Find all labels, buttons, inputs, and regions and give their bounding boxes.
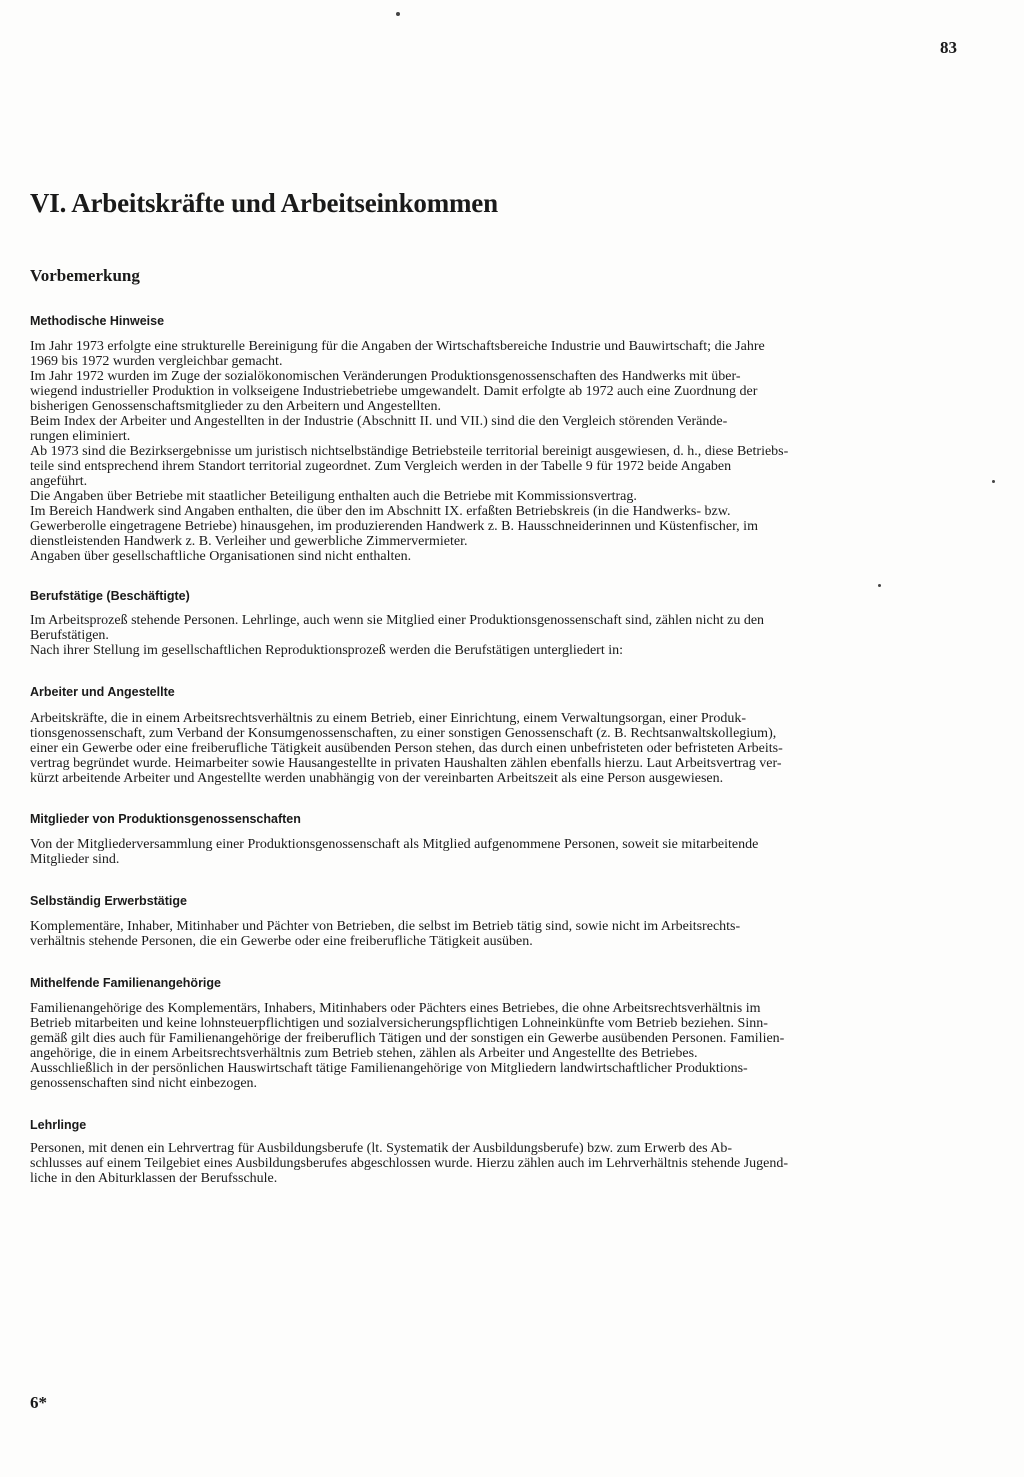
text-line: Im Bereich Handwerk sind Angaben enthalten, die über den im Abschnitt IX. erfaßten Betriebskreis (in die Handwerks- bzw. [30,504,731,519]
text-line: Nach ihrer Stellung im gesellschaftlichen Reproduktionsprozeß werden die Berufstätigen untergliedert in: [30,643,624,658]
section-title: Vorbemerkung [30,266,140,285]
text-line: Im Jahr 1972 wurden im Zuge der sozialökonomischen Veränderungen Produktionsgenossenschaften des Handwerks mit über- [30,369,741,384]
subheading-methodische-hinweise: Methodische Hinweise [30,314,165,328]
text-line: Mitglieder sind. [30,852,120,867]
text-line: Familienangehörige des Komplementärs, Inhabers, Mitinhabers oder Pächters eines Betriebes, die ohne Arbeitsrechtsverhältnis im [30,1001,761,1016]
text-line: Betrieb mitarbeiten und keine lohnsteuerpflichtigen und sozialversicherungspflichtigen Lohneinkünfte vom Betrieb beziehen. Sinn- [30,1016,768,1031]
text-line: Die Angaben über Betriebe mit staatlicher Beteiligung enthalten auch die Betriebe mit Kommissionsvertrag. [30,489,637,504]
paragraph-arbeiter-und-angestellte [30,711,966,786]
scan-speck [878,584,881,587]
text-line: einer ein Gewerbe oder eine freiberufliche Tätigkeit ausübenden Person stehen, das durch einen unbefristeten oder befristeten Arbeits- [30,741,783,756]
scan-speck [992,480,995,483]
subheading-lehrlinge: Lehrlinge [30,1118,87,1132]
paragraph-berufstaetige [30,613,966,658]
subheading-selbstaendig-erwerbstaetige: Selbständig Erwerbstätige [30,894,187,908]
scan-speck [396,12,400,16]
subheading-arbeiter-und-angestellte: Arbeiter und Angestellte [30,685,175,699]
text-line: dienstleistenden Handwerk z. B. Verleiher und gewerbliche Zimmervermieter. [30,534,468,549]
subheading-mithelfende-familienangehoerige: Mithelfende Familienangehörige [30,976,221,990]
text-line: angeführt. [30,474,88,489]
text-line: liche in den Abiturklassen der Berufsschule. [30,1171,278,1186]
paragraph-lehrlinge [30,1141,966,1186]
text-line: Im Jahr 1973 erfolgte eine strukturelle Bereinigung für die Angaben der Wirtschaftsbereiche Industrie und Bauwirtschaft; die Jahre [30,339,765,354]
paragraph-mithelfende-familienangehoerige [30,1001,966,1091]
text-line: Personen, mit denen ein Lehrvertrag für Ausbildungsberufe (lt. Systematik der Ausbildungsberufe) bzw. zum Erwerb des Ab- [30,1141,733,1156]
text-line: verhältnis stehende Personen, die ein Gewerbe oder eine freiberufliche Tätigkeit ausüben. [30,934,533,949]
page-number: 83 [940,38,957,57]
text-line: gemäß gilt dies auch für Familienangehörige der freiberuflich Tätigen und der sonstigen ein Gewerbe ausübenden Personen. Familien- [30,1031,785,1046]
text-line: wiegend industrieller Produktion in volkseigene Industriebetriebe umgewandelt. Damit erfolgte ab 1972 auch eine Zuordnung der [30,384,758,399]
text-line: Komplementäre, Inhaber, Mitinhaber und Pächter von Betrieben, die selbst im Betrieb tätig sind, sowie nicht im Arbeitsrechts- [30,919,741,934]
text-line: Im Arbeitsprozeß stehende Personen. Lehrlinge, auch wenn sie Mitglied einer Produktionsgenossenschaft sind, zählen nicht zu den [30,613,765,628]
text-line: bisherigen Genossenschaftsmitglieder zu den Arbeitern und Angestellten. [30,399,441,414]
text-line: kürzt arbeitende Arbeiter und Angestellte werden unabhängig von der vereinbarten Arbeitszeit als eine Person ausgewiesen. [30,771,724,786]
text-line: rungen eliminiert. [30,429,131,444]
text-line: Gewerberolle eingetragene Betriebe) hinausgehen, im produzierenden Handwerk z. B. Hausschneiderinnen und Küstenfischer, im [30,519,758,534]
text-line: Angaben über gesellschaftliche Organisationen sind nicht enthalten. [30,549,412,564]
subheading-berufstaetige: Berufstätige (Beschäftigte) [30,589,190,603]
text-line: Beim Index der Arbeiter und Angestellten in der Industrie (Abschnitt II. und VII.) sind die den Vergleich störenden Verände- [30,414,728,429]
paragraph-methodische-hinweise [30,339,966,564]
paragraph-selbstaendig-erwerbstaetige [30,919,966,949]
text-line: schlusses auf einem Teilgebiet eines Ausbildungsberufes abgeschlossen wurde. Hierzu zählen auch im Lehrverhältnis stehende Jugend- [30,1156,789,1171]
text-line: genossenschaften sind nicht einbezogen. [30,1076,258,1091]
subheading-mitglieder-von-produktionsgenossenschaften: Mitglieder von Produktionsgenossenschaften [30,812,301,826]
text-line: Arbeitskräfte, die in einem Arbeitsrechtsverhältnis zu einem Betrieb, einer Einrichtung, einem Verwaltungsorgan, einer Produk- [30,711,746,726]
text-line: 1969 bis 1972 wurden vergleichbar gemacht. [30,354,283,369]
text-line: Ab 1973 sind die Bezirksergebnisse um juristisch nichtselbständige Betriebsteile territorial bereinigt ausgewiesen, d. h., diese Betriebs- [30,444,789,459]
text-line: teile sind entsprechend ihrem Standort territorial zugeordnet. Zum Vergleich werden in der Tabelle 9 für 1972 beide Angaben [30,459,732,474]
text-line: tionsgenossenschaft, zum Verband der Konsumgenossenschaften, zu einer sonstigen Genossenschaft (z. B. Rechtsanwaltskollegium), [30,726,777,741]
chapter-title: VI. Arbeitskräfte und Arbeitseinkommen [30,188,498,218]
text-line: vertrag begründet wurde. Heimarbeiter sowie Hausangestellte in privaten Haushalten zählen ebenfalls hierzu. Laut Arbeitsvertrag ver- [30,756,782,771]
text-line: angehörige, die in einem Arbeitsrechtsverhältnis zum Betrieb stehen, zählen als Arbeiter und Angestellte des Betriebes. [30,1046,698,1061]
paragraph-mitglieder-von-produktionsgenossenschaften [30,837,966,867]
text-line: Von der Mitgliederversammlung einer Produktionsgenossenschaft als Mitglied aufgenommene Personen, soweit sie mitarbeitende [30,837,759,852]
signature-mark: 6* [30,1393,47,1412]
text-line: Berufstätigen. [30,628,109,643]
text-line: Ausschließlich in der persönlichen Hauswirtschaft tätige Familienangehörige von Mitgliedern landwirtschaftlicher Produktions- [30,1061,748,1076]
